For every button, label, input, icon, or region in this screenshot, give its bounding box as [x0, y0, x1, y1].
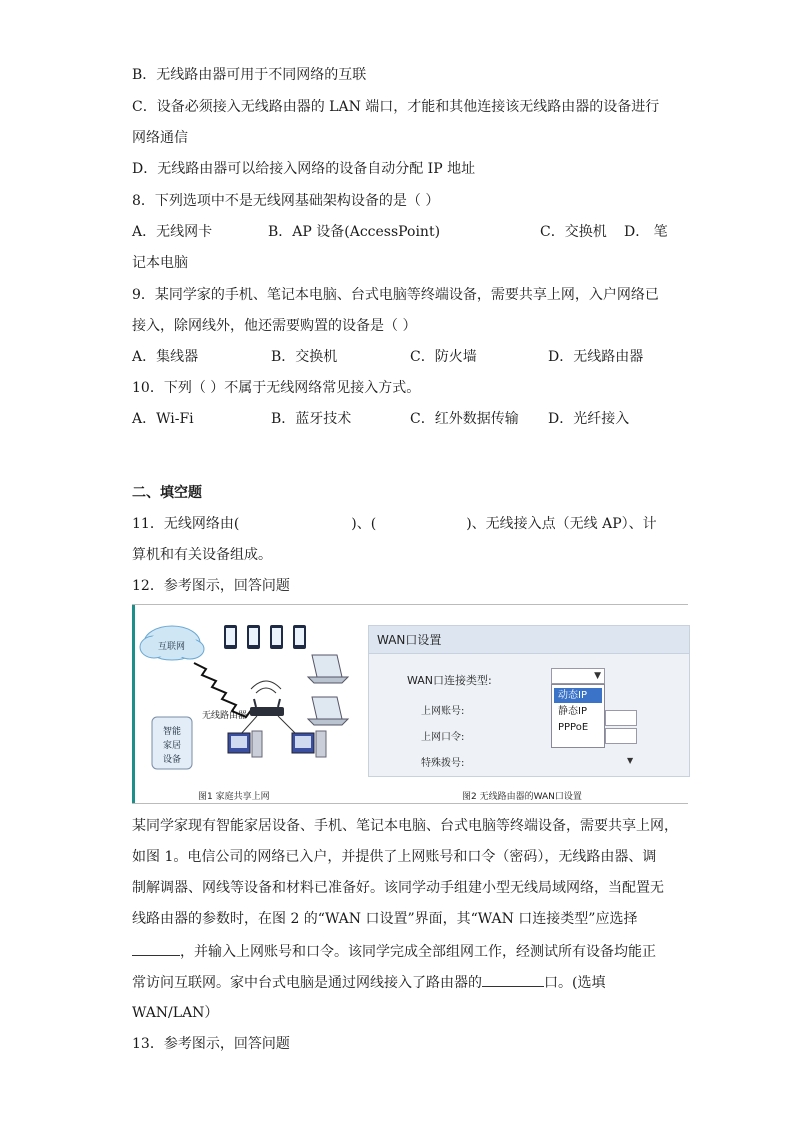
q9-option-d: D．无线路由器: [548, 349, 644, 365]
q12-para-line1: 某同学家现有智能家居设备、手机、笔记本电脑、台式电脑等终端设备，需要共享上网，: [132, 818, 678, 834]
wan-special-dial-label: 特殊拨号:: [421, 758, 465, 769]
q10-option-a: A．Wi-Fi: [132, 411, 194, 427]
q12-para-line3: 制解调器、网线等设备和材料已准备好。该同学动手组建小型无线局域网络，当配置无: [132, 880, 664, 896]
fig1-caption: 图1 家庭共享上网: [198, 792, 270, 802]
wan-conn-type-select[interactable]: [551, 668, 605, 684]
q12-blank-port: [482, 972, 544, 987]
chevron-down-icon: ▼: [594, 671, 601, 681]
home-network-diagram: [132, 605, 362, 803]
wan-settings-panel: [368, 625, 690, 777]
cloud-label: 互联网: [158, 642, 186, 652]
smart-home-label-3: 设备: [163, 755, 182, 765]
q11-part2: )、(: [351, 516, 377, 532]
q9-option-c: C．防火墙: [410, 349, 477, 365]
q8-stem: 8．下列选项中不是无线网基础架构设备的是（ ）: [132, 193, 440, 209]
figure-left-edge: [132, 605, 135, 803]
q7-option-b: B．无线路由器可用于不同网络的互联: [132, 67, 367, 83]
q8-option-d: D． 笔: [624, 224, 668, 240]
q10-stem: 10．下列（ ）不属于无线网络常见接入方式。: [132, 380, 421, 396]
wan-password-label: 上网口令:: [421, 732, 465, 743]
q12-figure: [132, 604, 688, 804]
section-title-fill-in: 二、填空题: [132, 485, 202, 501]
q11-part3: )、无线接入点（无线 AP）、计: [466, 516, 657, 532]
q8-option-d-cont: 记本电脑: [132, 255, 188, 271]
q7-option-c-line1: C．设备必须接入无线路由器的 LAN 端口，才能和其他连接该无线路由器的设备进行: [132, 99, 660, 115]
q11-line1: [132, 514, 657, 534]
q12-para-line7: WAN/LAN）: [132, 1005, 219, 1021]
q9-option-b: B．交换机: [271, 349, 338, 365]
q10-option-c: C．红外数据传输: [410, 411, 519, 427]
q12-para-line6: [132, 972, 605, 993]
wan-option-pppoe[interactable]: PPPoE: [558, 722, 589, 733]
smart-home-label-2: 家居: [163, 741, 182, 751]
wan-conn-type-dropdown[interactable]: [551, 684, 605, 748]
special-dial-chevron-icon: ▼: [627, 756, 634, 765]
q9-stem-line1: 9．某同学家的手机、笔记本电脑、台式电脑等终端设备，需要共享上网，入户网络已: [132, 287, 659, 303]
q9-stem-line2: 接入，除网线外，他还需要购置的设备是（ ）: [132, 318, 417, 334]
wan-password-input[interactable]: [605, 728, 637, 744]
laptop-icon: [308, 655, 348, 725]
q10-option-b: B．蓝牙技术: [271, 411, 352, 427]
q13-stem: 13．参考图示，回答问题: [132, 1036, 290, 1052]
q8-option-b: B．AP 设备(AccessPoint): [268, 224, 441, 240]
smart-home-label-1: 智能: [163, 727, 182, 737]
q7-option-d: D．无线路由器可以给接入网络的设备自动分配 IP 地址: [132, 161, 476, 177]
q12-stem: 12．参考图示，回答问题: [132, 578, 290, 594]
q12-para-line6-text: 常访问互联网。家中台式电脑是通过网线接入了路由器的: [132, 975, 482, 991]
q12-para-line5-text: ，并输入上网账号和口令。该同学完成全部组网工作，经测试所有设备均能正: [180, 944, 656, 960]
phone-icon: [224, 625, 306, 649]
q8-option-a: A．无线网卡: [132, 224, 213, 240]
wan-option-dynamic-ip[interactable]: 动态IP: [554, 688, 602, 703]
q12-para-line6-tail: 口。(选填: [544, 975, 606, 991]
wan-account-input[interactable]: [605, 710, 637, 726]
wireless-router-icon: [250, 681, 284, 716]
wan-option-static-ip[interactable]: 静态IP: [558, 706, 587, 717]
q8-option-c: C．交换机: [540, 224, 607, 240]
q12-para-line4: 线路由器的参数时，在图 2 的“WAN 口设置”界面，其“WAN 口连接类型”应选择: [132, 911, 638, 927]
q12-para-line5: [132, 941, 656, 962]
wan-account-label: 上网账号:: [421, 706, 465, 717]
q12-para-line2: 如图 1。电信公司的网络已入户，并提供了上网账号和口令（密码），无线路由器、调: [132, 849, 657, 865]
wan-link-zigzag: [194, 663, 252, 717]
wan-conn-type-label: WAN口连接类型:: [407, 674, 492, 687]
q7-option-c-line2: 网络通信: [132, 130, 188, 146]
q9-option-a: A．集线器: [132, 349, 199, 365]
fig2-caption: 图2 无线路由器的WAN口设置: [462, 792, 582, 802]
router-label: 无线路由器: [202, 711, 248, 721]
q12-blank-wan-type: [132, 941, 180, 956]
wan-settings-title: WAN口设置: [369, 626, 689, 654]
q10-option-d: D．光纤接入: [548, 411, 630, 427]
q11-part1: 11．无线网络由(: [132, 516, 240, 532]
q11-line2: 算机和有关设备组成。: [132, 547, 272, 563]
